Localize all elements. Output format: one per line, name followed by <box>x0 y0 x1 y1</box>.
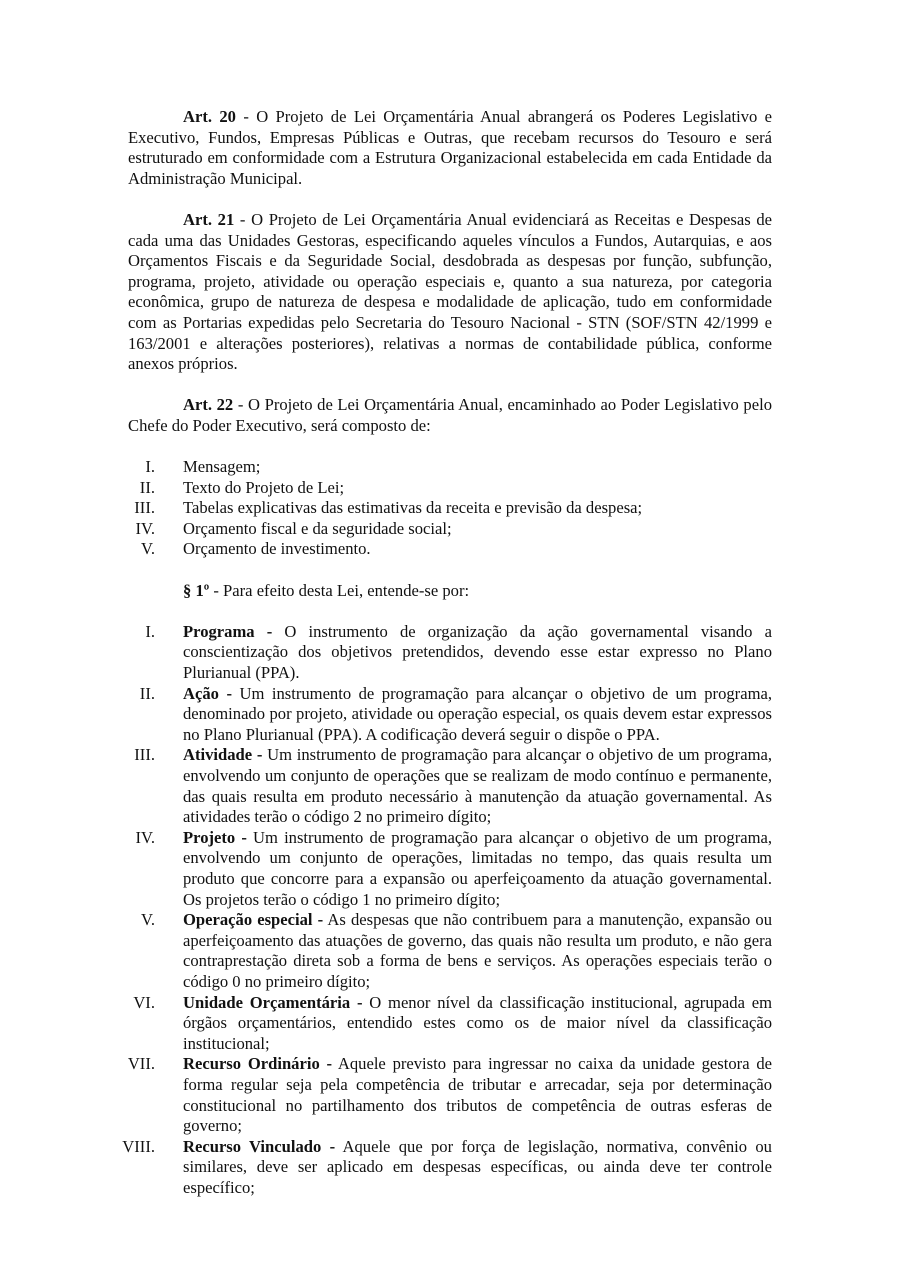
article-22 <box>128 395 772 436</box>
list-item <box>128 539 772 560</box>
definition-text: Um instrumento de programação para alcançar o objetivo de um programa, denominado por projeto, atividade ou operação especial, os quais devem estar expressos no Plano Plurianual (PPA). A codificação deverá seguir o dispõe o PPA. <box>183 683 772 744</box>
definition-item <box>128 745 772 827</box>
article-22-label: Art. 22 <box>183 395 234 415</box>
article-21-text: - O Projeto de Lei Orçamentária Anual evidenciará as Receitas e Despesas de cada uma das Unidades Gestoras, especificando aqueles vínculos a Fundos, Autarquias, e aos Orçamentos Fiscais e da Seguridade Social, desdobrada as despesas por função, subfunção, programa, projeto, atividade ou operação especiais e, quanto a sua natureza, por categoria econômica, grupo de natureza de despesa e modalidade de aplicação, tudo em conformidade com as Portarias expedidas pelo Secretaria do Tesouro Nacional - STN (SOF/STN 42/1999 e 163/2001 e alterações posteriores), relativas a normas de contabilidade pública, conforme anexos próprios. <box>128 209 772 374</box>
item-numeral: IV. <box>135 518 155 538</box>
paragraph-1 <box>128 581 772 602</box>
paragraph-1-text: - Para efeito desta Lei, entende-se por: <box>209 580 470 600</box>
item-numeral: VI. <box>133 992 155 1012</box>
article-21-label: Art. 21 <box>183 209 235 229</box>
item-numeral: V. <box>141 539 155 559</box>
definition-item <box>128 828 772 910</box>
item-text: Mensagem; <box>183 457 261 477</box>
list-item <box>128 478 772 499</box>
article-20-text: - O Projeto de Lei Orçamentária Anual abrangerá os Poderes Legislativo e Executivo, Fundos, Empresas Públicas e Outras, que recebam recursos do Tesouro e será estruturado em conformidade com a Estrutura Organizacional estabelecida em cada Entidade da Administração Municipal. <box>128 107 772 188</box>
article-21 <box>128 210 772 375</box>
item-numeral: III. <box>134 498 155 518</box>
item-numeral: III. <box>134 745 155 765</box>
document-page <box>122 107 772 1198</box>
article-20 <box>128 107 772 189</box>
definition-text: Aquele previsto para ingressar no caixa da unidade gestora de forma regular seja pela competência de tributar e arrecadar, seja por determinação constitucional no partilhamento dos tributos de competência de outras esferas de governo; <box>183 1054 772 1136</box>
item-numeral: I. <box>145 621 155 641</box>
paragraph-1-label: § 1º <box>183 580 210 600</box>
definition-term: Atividade - <box>183 745 263 765</box>
definition-text: Um instrumento de programação para alcançar o objetivo de um programa, envolvendo um conjunto de operações, limitadas no tempo, das quais resulta um produto que concorre para a expansão ou aperfeiçoamento da atuação governamental. Os projetos terão o código 1 no primeiro dígito; <box>183 827 772 909</box>
article-22-text: - O Projeto de Lei Orçamentária Anual, encaminhado ao Poder Legislativo pelo Chefe do Poder Executivo, será composto de: <box>128 395 772 435</box>
definition-item <box>128 910 772 992</box>
definition-term: Programa - <box>183 621 273 641</box>
article-22-list <box>128 457 772 560</box>
definition-item <box>128 1054 772 1136</box>
definition-item <box>128 993 772 1055</box>
list-item <box>128 519 772 540</box>
article-20-label: Art. 20 <box>183 107 236 126</box>
definition-text: O instrumento de organização da ação governamental visando a conscientização dos objetivos pretendidos, devendo esse estar expresso no Plano Plurianual (PPA). <box>183 621 772 683</box>
definition-term: Recurso Ordinário - <box>183 1054 333 1074</box>
definition-text: Aquele que por força de legislação, normativa, convênio ou similares, deve ser aplicado em despesas específicas, ou ainda deve ter controle específico; <box>183 1136 772 1197</box>
item-numeral: I. <box>145 457 155 477</box>
definition-item <box>128 622 772 684</box>
definition-term: Projeto - <box>183 827 247 847</box>
list-item <box>128 498 772 519</box>
item-numeral: V. <box>141 910 155 930</box>
definition-item <box>122 1136 772 1199</box>
item-numeral: IV. <box>135 827 155 847</box>
definition-text: As despesas que não contribuem para a manutenção, expansão ou aperfeiçoamento das atuações de governo, das quais não resulta um produto, e não gera contraprestação direta sob a forma de bens e serviços. As operações especiais terão o código 0 no primeiro dígito; <box>183 910 772 991</box>
item-numeral: VIII. <box>122 1136 155 1156</box>
item-text: Orçamento de investimento. <box>183 539 371 559</box>
item-text: Orçamento fiscal e da seguridade social; <box>183 518 452 538</box>
definition-term: Operação especial - <box>183 910 324 930</box>
item-numeral: VII. <box>127 1054 155 1074</box>
definition-term: Ação - <box>183 683 232 703</box>
list-item <box>128 457 772 478</box>
definition-text: Um instrumento de programação para alcançar o objetivo de um programa, envolvendo um conjunto de operações que se realizam de modo contínuo e permanente, das quais resulta em produto necessário à manutenção da atuação governamental. As atividades terão o código 2 no primeiro dígito; <box>183 745 772 827</box>
item-numeral: II. <box>139 477 155 497</box>
definition-item <box>128 684 772 746</box>
definitions-list <box>122 621 772 1199</box>
definition-term: Unidade Orçamentária - <box>183 992 363 1012</box>
definition-term: Recurso Vinculado - <box>183 1136 336 1156</box>
item-numeral: II. <box>139 683 155 703</box>
definition-text: O menor nível da classificação institucional, agrupada em órgãos orçamentários, entendido estes como os de maior nível da classificação institucional; <box>183 992 772 1053</box>
item-text: Tabelas explicativas das estimativas da receita e previsão da despesa; <box>183 498 643 518</box>
item-text: Texto do Projeto de Lei; <box>183 477 345 497</box>
